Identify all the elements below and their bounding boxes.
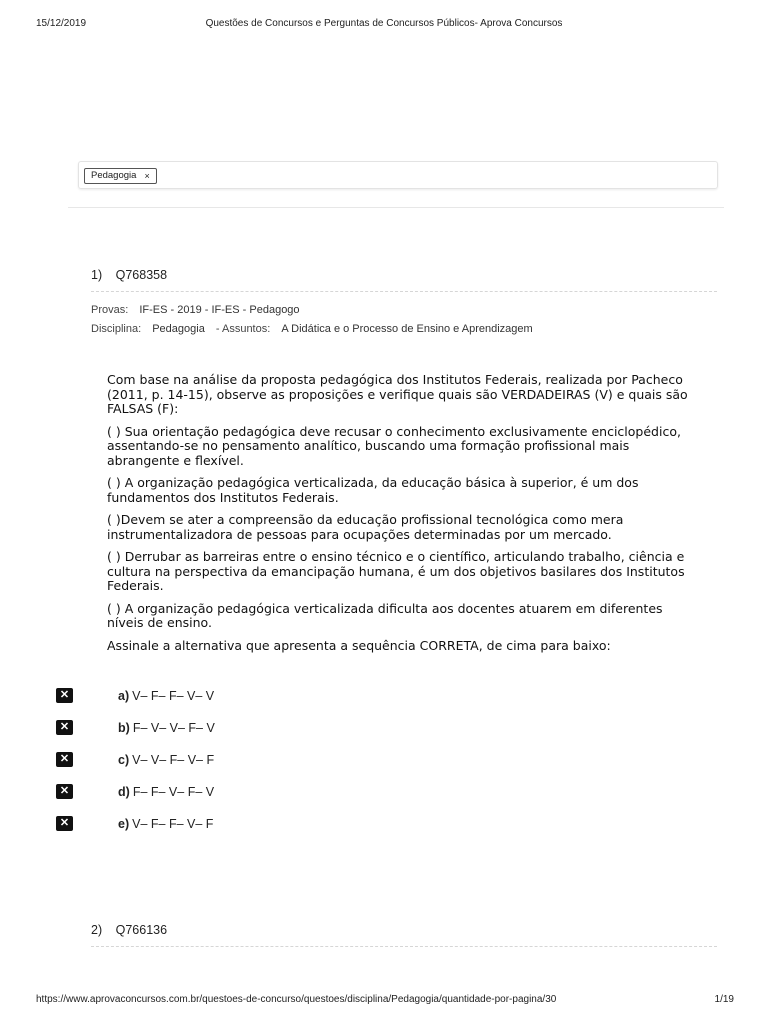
option-letter: a) [118,689,130,703]
option-d[interactable] [0,783,768,801]
print-date: 15/12/2019 [36,18,87,29]
question-header [91,268,167,282]
statement-paragraph: ( ) Sua orientação pedagógica deve recusar o conhecimento exclusivamente enciclopédico, assentando-se no pensamento analítico, buscando uma formação profissional mais abrangente e flexível. [107,423,681,468]
question-statement [107,373,697,661]
option-letter: e) [118,817,130,831]
option-text: V– F– F– V– V [132,689,215,703]
disciplina-value[interactable]: Pedagogia [152,323,205,335]
print-title: Questões de Concursos e Perguntas de Concursos Públicos- Aprova Concursos [205,18,563,29]
statement-paragraph: ( ) A organização pedagógica verticalizada, da educação básica à superior, é um dos fundamentos dos Institutos Federais. [107,475,639,505]
statement-paragraph: ( ) A organização pedagógica verticalizada dificulta aos docentes atuarem em diferentes níveis de ensino. [107,600,663,630]
option-letter: d) [118,785,130,799]
question-code[interactable]: Q768358 [115,268,168,282]
option-text: V– V– F– V– F [132,753,215,767]
question-index: 1) [91,268,103,282]
close-icon: ✕ [56,784,73,799]
filter-chip-label: Pedagogia [91,170,137,181]
option-text: F– F– V– F– V [132,785,215,799]
page-number: 1/19 [714,994,734,1005]
question-code[interactable]: Q766136 [115,923,168,937]
close-icon: ✕ [56,688,73,703]
filter-bar[interactable] [78,161,718,189]
option-e[interactable] [0,815,768,833]
print-header [0,18,768,32]
option-text: F– V– V– F– V [132,721,215,735]
question-index: 2) [91,923,103,937]
statement-paragraph: ( )Devem se ater a compreensão da educação profissional tecnológica como mera instrumentalizadora de pessoas para ocupações determinadas por um mercado. [107,512,624,542]
disciplina-label: Disciplina: [91,323,142,335]
page-url: https://www.aprovaconcursos.com.br/questoes-de-concurso/questoes/disciplina/Pedagogia/quantidade-por-pagina/30 [36,994,557,1005]
provas-label: Provas: [91,304,129,316]
close-icon: ✕ [56,752,73,767]
assuntos-value[interactable]: A Didática e o Processo de Ensino e Aprendizagem [281,323,533,335]
close-icon: ✕ [56,720,73,735]
divider [68,207,724,208]
print-footer [0,994,768,1008]
statement-paragraph: ( ) Derrubar as barreiras entre o ensino técnico e o científico, articulando trabalho, ciência e cultura na perspectiva da emancipação humana, é um dos objetivos basilares dos Institutos Federais. [107,549,685,593]
statement-paragraph: Assinale a alternativa que apresenta a sequência CORRETA, de cima para baixo: [107,637,611,653]
question-provas [91,304,300,316]
question-disciplina [91,323,533,335]
statement-paragraph: Com base na análise da proposta pedagógica dos Institutos Federais, realizada por Pacheco (2011, p. 14-15), observe as proposições e verifique quais são VERDADEIRAS (V) e quais são FALSAS (F): [107,372,688,416]
option-text: V– F– F– V– F [132,817,214,831]
filter-chip-pedagogia[interactable] [84,168,157,184]
option-letter: c) [118,753,130,767]
assuntos-label: - Assuntos: [215,323,271,335]
question-divider [91,946,717,947]
question-header [91,923,167,937]
remove-filter-icon[interactable]: × [144,171,150,181]
option-c[interactable] [0,751,768,769]
provas-value[interactable]: IF-ES - 2019 - IF-ES - Pedagogo [139,304,300,316]
close-icon: ✕ [56,816,73,831]
option-letter: b) [118,721,130,735]
option-b[interactable] [0,719,768,737]
question-divider [91,291,717,292]
option-a[interactable] [0,687,768,705]
